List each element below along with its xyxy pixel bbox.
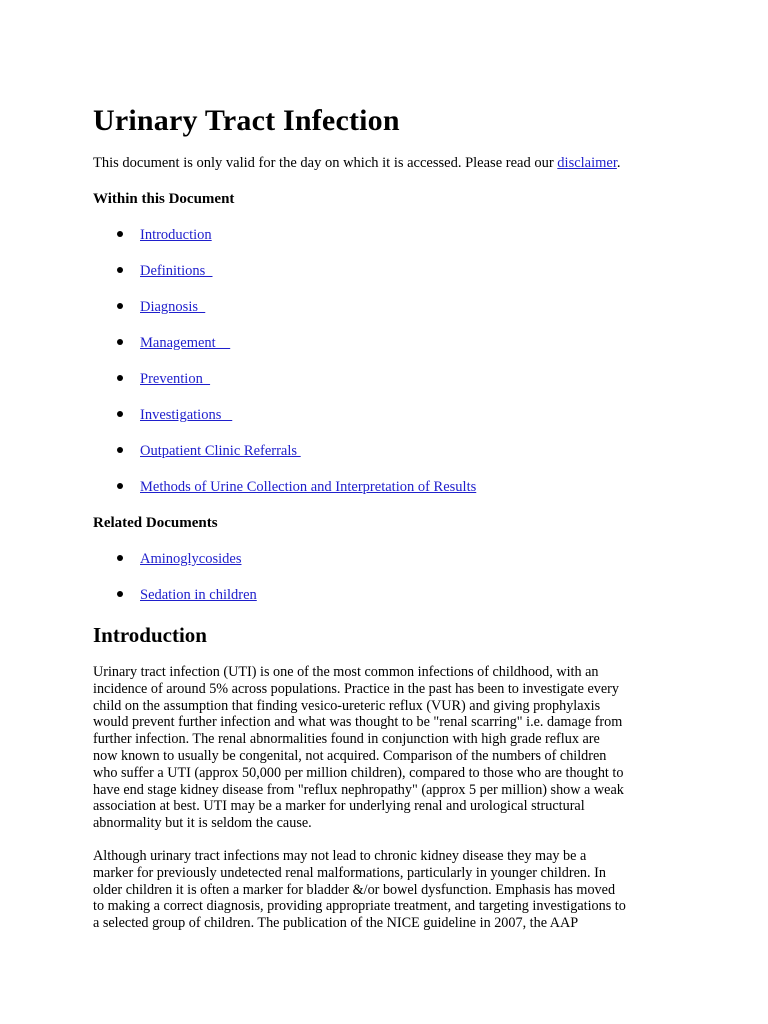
- intro-paragraph-1: [93, 664, 683, 832]
- toc-link-diagnosis[interactable]: Diagnosis: [140, 299, 206, 315]
- introduction-heading: Introduction: [93, 623, 207, 647]
- toc-link-urine-collection[interactable]: Methods of Urine Collection and Interpretation of Results: [140, 479, 477, 495]
- validity-text: This document is only valid for the day on which it is accessed. Please read our: [93, 155, 558, 171]
- validity-end: .: [616, 155, 621, 171]
- paragraph-line: who suffer a UTI (approx 50,000 per million children), compared to those who are thought to: [93, 764, 624, 781]
- toc-link-introduction[interactable]: Introduction: [140, 227, 212, 243]
- disclaimer-link[interactable]: disclaimer: [557, 155, 617, 171]
- paragraph-line: Urinary tract infection (UTI) is one of the most common infections of childhood, with an: [93, 664, 599, 680]
- paragraph-line: to making a correct diagnosis, providing appropriate treatment, and targeting investigations to: [93, 898, 626, 915]
- paragraph-line: child on the assumption that finding vesico-ureteric reflux (VUR) and giving prophylaxis: [93, 697, 601, 714]
- related-link-aminoglycosides[interactable]: Aminoglycosides: [140, 551, 242, 567]
- bullet-icon: [117, 339, 123, 345]
- bullet-icon: [117, 591, 123, 597]
- bullet-icon: [117, 447, 123, 453]
- related-heading: Related Documents: [93, 515, 218, 531]
- toc-link-management[interactable]: Management: [140, 335, 231, 351]
- paragraph-line: abnormality but it is seldom the cause.: [93, 815, 312, 832]
- toc-link-outpatient-referrals[interactable]: Outpatient Clinic Referrals: [140, 443, 301, 459]
- bullet-icon: [117, 483, 123, 489]
- bullet-icon: [117, 375, 123, 381]
- paragraph-line: now known to usually be congenital, not acquired. Comparison of the numbers of children: [93, 747, 607, 764]
- paragraph-line: incidence of around 5% across populations. Practice in the past has been to investigate every: [93, 680, 619, 697]
- paragraph-line: older children it is often a marker for bladder &/or bowel dysfunction. Emphasis has moved: [93, 881, 616, 898]
- bullet-icon: [117, 231, 123, 237]
- validity-notice: [93, 154, 621, 172]
- paragraph-line: a selected group of children. The publication of the NICE guideline in 2007, the AAP: [93, 915, 579, 932]
- paragraph-line: association at best. UTI may be a marker for underlying renal and urological structural: [93, 798, 585, 815]
- bullet-icon: [117, 555, 123, 561]
- paragraph-line: marker for previously undetected renal malformations, particularly in younger children. In: [93, 864, 606, 881]
- toc-link-investigations[interactable]: Investigations: [140, 407, 233, 423]
- bullet-icon: [117, 267, 123, 273]
- paragraph-line: would prevent further infection and what was thought to be "renal scarring" i.e. damage from: [93, 714, 623, 731]
- intro-paragraph-2: [93, 848, 683, 932]
- toc-link-prevention[interactable]: Prevention: [140, 371, 211, 387]
- paragraph-line: Although urinary tract infections may not lead to chronic kidney disease they may be a: [93, 848, 587, 864]
- bullet-icon: [117, 411, 123, 417]
- related-link-sedation[interactable]: Sedation in children: [140, 587, 257, 603]
- paragraph-line: further infection. The renal abnormalities found in conjunction with high grade reflux are: [93, 731, 600, 748]
- paragraph-line: have end stage kidney disease from "reflux nephropathy" (approx 5 per million) show a weak: [93, 781, 624, 798]
- toc-heading: Within this Document: [93, 191, 235, 207]
- bullet-icon: [117, 303, 123, 309]
- toc-link-definitions[interactable]: Definitions: [140, 263, 213, 279]
- page-title: Urinary Tract Infection: [93, 104, 400, 137]
